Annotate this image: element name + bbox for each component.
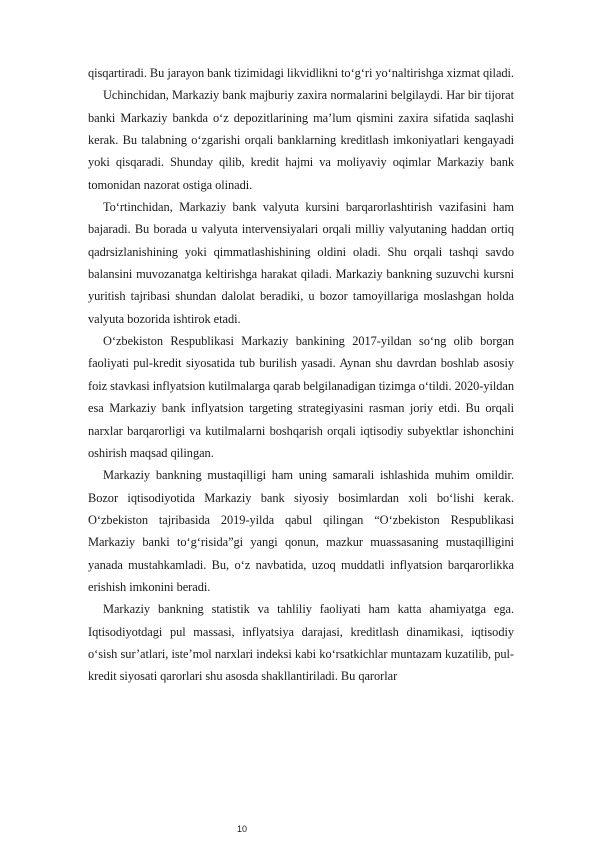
paragraph-independence: Markaziy bankning mustaqilligi ham uning samarali ishlashida muhim omildir. Bozor iqtisodiyotida Markaziy bank siyosiy bosimlardan xoli bo‘lishi kerak. O‘zbekiston tajribasida 2019-yilda qabul qilingan “O‘zbekiston Respublikasi Markaziy banki to‘g‘risida”gi yangi qonun, mazkur muassasaning mustaqilligini yanada mustahkamladi. Bu, o‘z navbatida, uzoq muddatli inflyatsion barqarorlikka erishish imkonini beradi. [88,468,514,594]
paragraph-uzbekistan-policy: O‘zbekiston Respublikasi Markaziy bankining 2017-yildan so‘ng olib borgan faoliyati pul-kredit siyosatida tub burilish yasadi. Aynan shu davrdan boshlab asosiy foiz stavkasi inflyatsion kutilmalarga qarab belgilanadigan tizimga o‘tildi. 2020-yildan esa Markaziy bank inflyatsion targeting strategiyasini rasman joriy etdi. Bu orqali narxlar barqarorligi va kutilmalarni boshqarish orqali iqtisodiy subyektlar ishonchini oshirish maqsad qilingan. [88,334,514,460]
paragraph-statistics: Markaziy bankning statistik va tahliliy faoliyati ham katta ahamiyatga ega. Iqtisodiyotdagi pul massasi, inflyatsiya darajasi, kreditlash dinamikasi, iqtisodiy o‘sish sur’atlari, iste’mol narxlari indeksi kabi ko‘rsatkichlar muntazam kuzatilib, pul-kredit siyosati qarorlari shu asosda shakllantiriladi. Bu qarorlar [88,602,514,684]
page-number: 10 [236,824,247,834]
paragraph-continuation: qisqartiradi. Bu jarayon bank tizimidagi likvidlikni to‘g‘ri yo‘naltirishga xizmat qiladi. [88,66,514,80]
document-body [88,62,514,688]
paragraph-reserve-requirements: Uchinchidan, Markaziy bank majburiy zaxira normalarini belgilaydi. Har bir tijorat banki Markaziy bankda o‘z depozitlarining ma’lum qismini zaxira sifatida saqlashi kerak. Bu talabning o‘zgarishi orqali banklarning kreditlash imkoniyatlari kengayadi yoki qisqaradi. Shunday qilib, kredit hajmi va moliyaviy oqimlar Markaziy bank tomonidan nazorat ostiga olinadi. [88,88,514,192]
paragraph-exchange-rate: To‘rtinchidan, Markaziy bank valyuta kursini barqarorlashtirish vazifasini ham bajaradi. Bu borada u valyuta intervensiyalari orqali milliy valyutaning haddan ortiq qadrsizlanishining yoki qimmatlashishining oldini oladi. Shu orqali tashqi savdo balansini muvozanatga keltirishga harakat qiladi. Markaziy bankning suzuvchi kursni yuritish tajribasi shundan dalolat beradiki, u bozor tamoyillariga moslashgan holda valyuta bozorida ishtirok etadi. [88,200,514,326]
